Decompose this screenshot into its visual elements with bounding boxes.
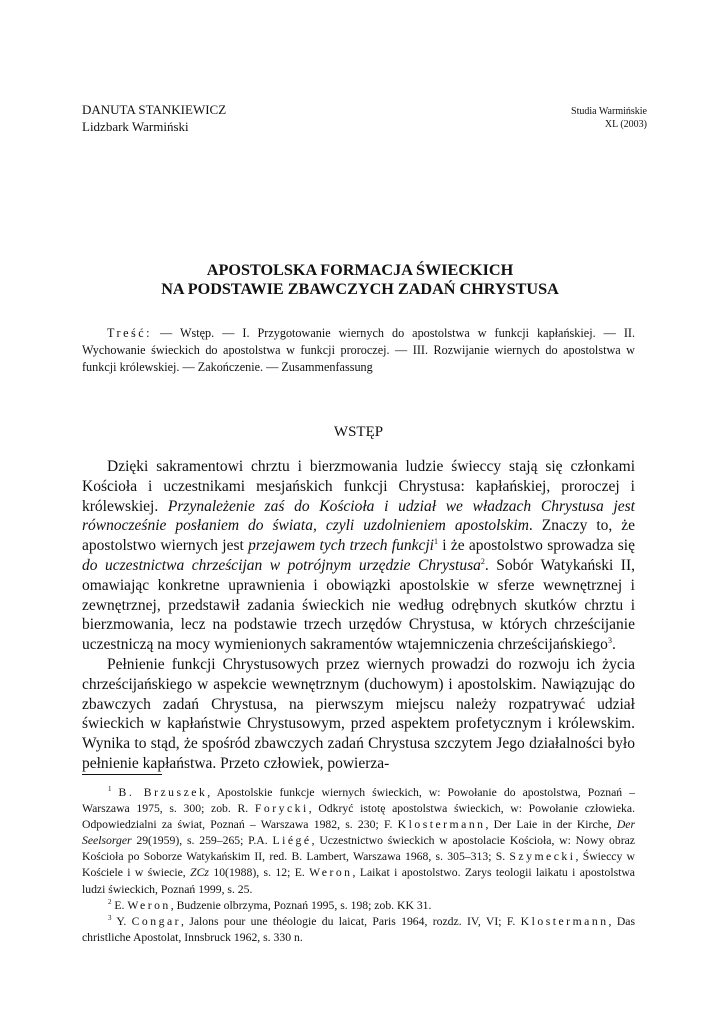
fn1-italic-2: ZCz <box>190 866 209 880</box>
fn1-italic-1: Der Seelsorger <box>82 818 635 848</box>
journal-volume: XL (2003) <box>604 119 647 130</box>
footnote-2-number: 2 <box>108 897 112 906</box>
fn2-author-1: Weron <box>127 898 171 912</box>
fn3-author-2: Klostermann <box>520 914 609 928</box>
footnote-1-number: 1 <box>108 785 112 794</box>
fn1-author-5: Szymecki <box>509 850 576 864</box>
p1-italic-1: Przynależenie zaś do Kościoła i udział we władzach Chrystusa jest równocześnie posłaniem do świata, czyli uzdolnieniem apostolskim <box>82 497 635 535</box>
body-text <box>82 457 635 774</box>
paragraph-1 <box>82 457 635 655</box>
p1-text-4: . Sobór Watykański II, omawiając konkretne uprawnienia i obowiązki apostolskie w sferze wewnętrznej i zewnętrznej, przedstawił zadania świeckich nie według odrębnych skutków chrztu i bierzmowania, lecz na podstawie trzech urzędów Chrystusa, w których chrześcijanie uczestniczą na mocy wymienionych sakramentów wtajemniczenia chrześcijańskiego <box>82 556 635 654</box>
journal-info <box>571 105 647 131</box>
fn1-text-8: , Laikat i apostolstwo. Zarys teologii laikatu i apostolstwa ludzi świeckich, Poznań 1999, s. 25. <box>82 866 635 896</box>
title-line-1: APOSTOLSKA FORMACJA ŚWIECKICH <box>206 261 514 279</box>
p1-text-5: . <box>611 636 616 654</box>
p1-text-1: Dzięki sakramentowi chrztu i bierzmowania ludzie świeccy stają się członkami Kościoła i uczestnikami mesjańskich funkcji Chrystusa: kapłańskiej, proroczej i królewskiej. <box>82 458 635 515</box>
footnotes <box>82 785 635 946</box>
section-heading: WSTĘP <box>333 424 384 440</box>
p1-text-2: . Znaczy to, że apostolstwo wiernych jest <box>82 517 635 555</box>
author-block <box>82 101 226 135</box>
footnote-ref-3[interactable]: 3 <box>607 636 612 646</box>
fn1-text-4: 29(1959), s. 259–265; P.A. <box>131 834 273 848</box>
fn3-author-1: Congar <box>131 914 182 928</box>
author-name: DANUTA STANKIEWICZ <box>82 102 227 117</box>
fn1-text-6: , Świeccy w Kościele i w świecie, <box>82 850 635 880</box>
fn1-author-2: Forycki <box>254 802 309 816</box>
fn2-text-2: , Budzenie olbrzyma, Poznań 1995, s. 198; zob. KK 31. <box>170 898 432 912</box>
fn1-author-3: Klostermann <box>397 818 486 832</box>
fn3-text-1: Y. <box>111 914 132 928</box>
footnote-ref-1[interactable]: 1 <box>433 537 438 547</box>
fn1-author-6: Weron <box>309 866 353 880</box>
p1-text-3: i że apostolstwo sprowadza się <box>437 537 635 555</box>
footnote-3 <box>82 914 635 946</box>
footnote-3-number: 3 <box>108 913 112 922</box>
fn3-text-3: , Das christliche Apostolat, Innsbruck 1962, s. 330 n. <box>82 914 636 944</box>
fn1-text-7: 10(1988), s. 12; E. <box>208 866 310 880</box>
fn1-text-3: , Der Laie in der Kirche, <box>485 818 617 832</box>
title-line-2: NA PODSTAWIE ZBAWCZYCH ZADAŃ CHRYSTUSA <box>161 280 559 298</box>
fn1-text-1: , Apostolskie funkcje wiernych świeckich, w: Powołanie do apostolstwa, Poznań – Warszawa 1975, s. 300; zob. R. <box>82 786 636 816</box>
footnote-1 <box>82 785 635 898</box>
footnote-2 <box>82 898 635 914</box>
footnote-ref-2[interactable]: 2 <box>480 556 485 566</box>
footnote-divider <box>82 774 162 775</box>
article-title <box>70 261 650 299</box>
journal-name: Studia Warmińskie <box>571 106 647 117</box>
paragraph-2: Pełnienie funkcji Chrystusowych przez wiernych prowadzi do rozwoju ich życia chrześcijańskiego w aspekcie wewnętrznym (duchowym) i apostolskim. Nawiązując do zbawczych zadań Chrystusa, na pierwszym miejscu należy rozpatrywać udział świeckich w kapłaństwie Chrystusowym, przed aspektem profetycznym i królewskim. Wynika to stąd, że spośród zbawczych zadań Chrystusa szczytem Jego działalności było pełnienie kapłaństwa. Przeto człowiek, powierza- <box>82 655 635 772</box>
fn1-author-4: Liégé <box>272 834 312 848</box>
fn1-text-2: , Odkryć istotę apostolstwa świeckich, w: Powołanie człowieka. Odpowiedzialni za świat, Poznań – Warszawa 1982, s. 230; F. <box>82 802 635 832</box>
fn1-text-5: , Uczestnictwo świeckich w apostolacie Kościoła, w: Nowy obraz Kościoła po Soborze Watykańskim II, red. B. Lambert, Warszawa 1968, s. 305–313; S. <box>82 834 635 864</box>
p1-italic-3: do uczestnictwa chrześcijan w potrójnym urzędzie Chrystusa <box>82 556 481 574</box>
abstract <box>82 325 635 376</box>
abstract-text: — Wstęp. — I. Przygotowanie wiernych do apostolstwa w funkcji kapłańskiej. — II. Wychowanie świeckich do apostolstwa w funkcji proroczej. — III. Rozwijanie wiernych do apostolstwa w funkcji królewskiej. — Zakończenie. — Zusammenfassung <box>82 326 635 374</box>
fn3-text-2: , Jalons pour une théologie du laicat, Paris 1964, rozdz. IV, VI; F. <box>181 914 521 928</box>
p1-italic-2: przejawem tych trzech funkcji <box>248 537 434 555</box>
abstract-label: Treść: <box>107 326 153 340</box>
fn1-author-1: B. Brzuszek <box>118 786 208 799</box>
fn2-text-1: E. <box>111 898 128 912</box>
author-location: Lidzbark Warmiński <box>82 119 189 134</box>
fn1-sp <box>112 786 119 799</box>
